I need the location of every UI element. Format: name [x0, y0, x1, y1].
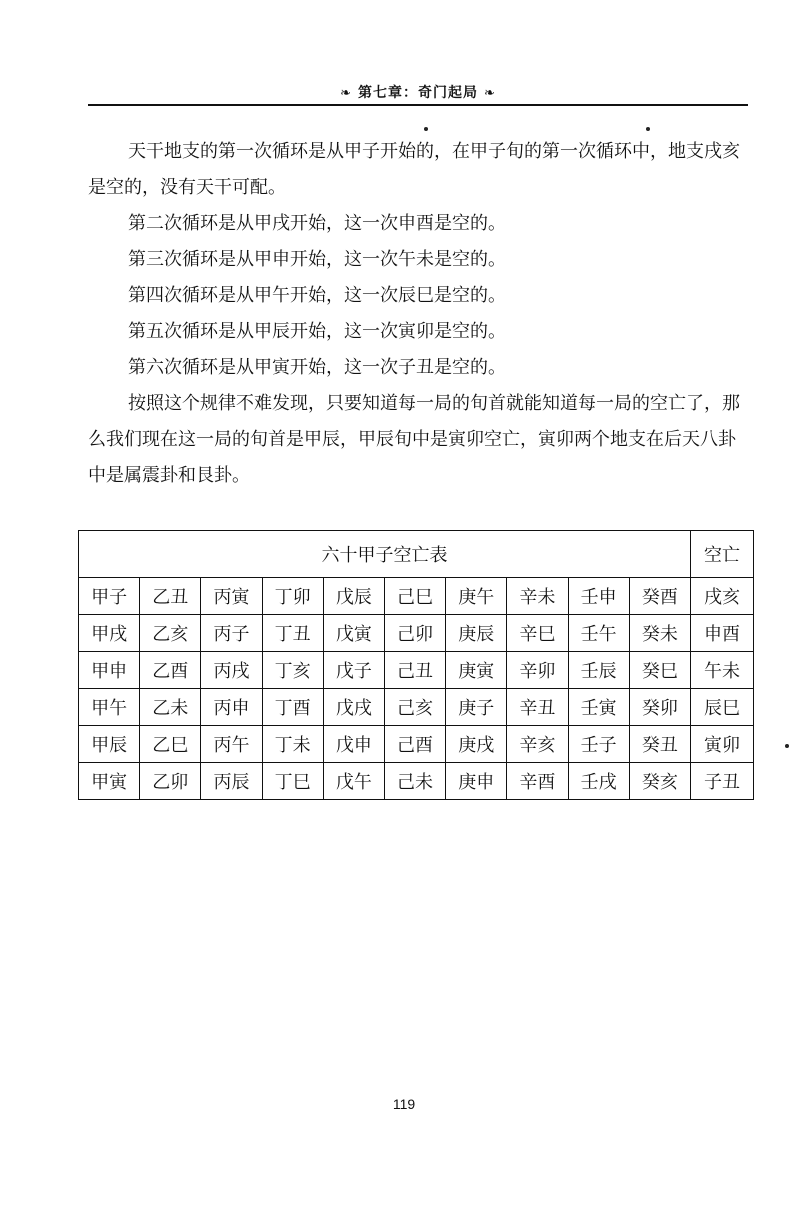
table-cell: 甲午: [79, 689, 140, 726]
table-cell: 戊子: [323, 652, 384, 689]
table-cell: 癸巳: [629, 652, 690, 689]
table-cell: 己卯: [384, 615, 445, 652]
table-cell: 壬辰: [568, 652, 629, 689]
table-cell: 丁巳: [262, 763, 323, 800]
body-text: [88, 134, 748, 494]
table-cell: 乙未: [140, 689, 201, 726]
table-cell: 丙辰: [201, 763, 262, 800]
table-cell: 戊申: [323, 726, 384, 763]
table-cell: 丁卯: [262, 578, 323, 615]
void-column-header: 空亡: [691, 531, 754, 578]
table-cell: 癸酉: [629, 578, 690, 615]
running-header: [88, 82, 748, 104]
paragraph: 第三次循环是从甲申开始，这一次午未是空的。: [128, 249, 506, 270]
table-cell: 己巳: [384, 578, 445, 615]
table-cell: 辛未: [507, 578, 568, 615]
paragraph: 第六次循环是从甲寅开始，这一次子丑是空的。: [128, 357, 506, 378]
paragraph: 第二次循环是从甲戌开始，这一次申酉是空的。: [128, 213, 506, 234]
chapter-title: 第七章：奇门起局: [358, 85, 478, 101]
table-cell: 戊戌: [323, 689, 384, 726]
page-number: 119: [392, 1096, 416, 1112]
table-cell: 戊午: [323, 763, 384, 800]
table-cell: 丁酉: [262, 689, 323, 726]
table-cell: 己酉: [384, 726, 445, 763]
table-cell: 壬申: [568, 578, 629, 615]
table-cell: 壬戌: [568, 763, 629, 800]
paragraph: 天干地支的第一次循环是从甲子开始的，在甲子旬的第一次循环中，地支戌亥是空的，没有天干可配。: [88, 141, 740, 198]
table-cell: 甲寅: [79, 763, 140, 800]
table-cell: 庚寅: [446, 652, 507, 689]
table-cell: 己亥: [384, 689, 445, 726]
table-cell: 辛卯: [507, 652, 568, 689]
table-cell: 甲申: [79, 652, 140, 689]
void-cell: 子丑: [691, 763, 754, 800]
table-row: [79, 763, 754, 800]
table-row: [79, 578, 754, 615]
table-cell: 庚辰: [446, 615, 507, 652]
void-cell: 申酉: [691, 615, 754, 652]
ornament-right-icon: ❧: [484, 85, 496, 101]
paragraph: 第四次循环是从甲午开始，这一次辰巳是空的。: [128, 285, 506, 306]
table-cell: 丙戌: [201, 652, 262, 689]
table-cell: 庚午: [446, 578, 507, 615]
scan-speck: [785, 744, 789, 748]
void-cell: 午未: [691, 652, 754, 689]
table-cell: 丙寅: [201, 578, 262, 615]
table-cell: 癸亥: [629, 763, 690, 800]
table-cell: 乙亥: [140, 615, 201, 652]
table-row: [79, 726, 754, 763]
void-table: [78, 530, 754, 800]
table-cell: 辛丑: [507, 689, 568, 726]
table-cell: 甲戌: [79, 615, 140, 652]
table-cell: 乙巳: [140, 726, 201, 763]
table-cell: 乙酉: [140, 652, 201, 689]
table-cell: 壬子: [568, 726, 629, 763]
table-header-row: [79, 531, 754, 578]
void-cell: 寅卯: [691, 726, 754, 763]
void-cell: 戌亥: [691, 578, 754, 615]
table-cell: 辛酉: [507, 763, 568, 800]
scan-speck: [424, 127, 428, 131]
table-row: [79, 652, 754, 689]
table-cell: 壬午: [568, 615, 629, 652]
table-cell: 甲子: [79, 578, 140, 615]
paragraph: 第五次循环是从甲辰开始，这一次寅卯是空的。: [128, 321, 506, 342]
table-cell: 庚戌: [446, 726, 507, 763]
ornament-left-icon: ❧: [340, 85, 352, 101]
table-cell: 甲辰: [79, 726, 140, 763]
header-rule: [88, 104, 748, 106]
table-cell: 癸卯: [629, 689, 690, 726]
void-cell: 辰巳: [691, 689, 754, 726]
table-cell: 丁丑: [262, 615, 323, 652]
table-cell: 戊辰: [323, 578, 384, 615]
table-cell: 壬寅: [568, 689, 629, 726]
table-cell: 庚子: [446, 689, 507, 726]
table-cell: 丙申: [201, 689, 262, 726]
table-cell: 己未: [384, 763, 445, 800]
table-cell: 乙卯: [140, 763, 201, 800]
table-cell: 丙子: [201, 615, 262, 652]
table-cell: 丙午: [201, 726, 262, 763]
table-cell: 丁亥: [262, 652, 323, 689]
table-cell: 丁未: [262, 726, 323, 763]
paragraph: 按照这个规律不难发现，只要知道每一局的旬首就能知道每一局的空亡了，那么我们现在这一局的旬首是甲辰，甲辰旬中是寅卯空亡，寅卯两个地支在后天八卦中是属震卦和艮卦。: [88, 393, 740, 486]
scan-speck: [646, 127, 650, 131]
table-title: 六十甲子空亡表: [79, 531, 691, 578]
table-cell: 己丑: [384, 652, 445, 689]
table-row: [79, 615, 754, 652]
table-cell: 癸丑: [629, 726, 690, 763]
table-cell: 乙丑: [140, 578, 201, 615]
table-cell: 癸未: [629, 615, 690, 652]
table-cell: 庚申: [446, 763, 507, 800]
table-cell: 戊寅: [323, 615, 384, 652]
table-cell: 辛巳: [507, 615, 568, 652]
table-cell: 辛亥: [507, 726, 568, 763]
table-row: [79, 689, 754, 726]
table-body: [79, 578, 754, 800]
